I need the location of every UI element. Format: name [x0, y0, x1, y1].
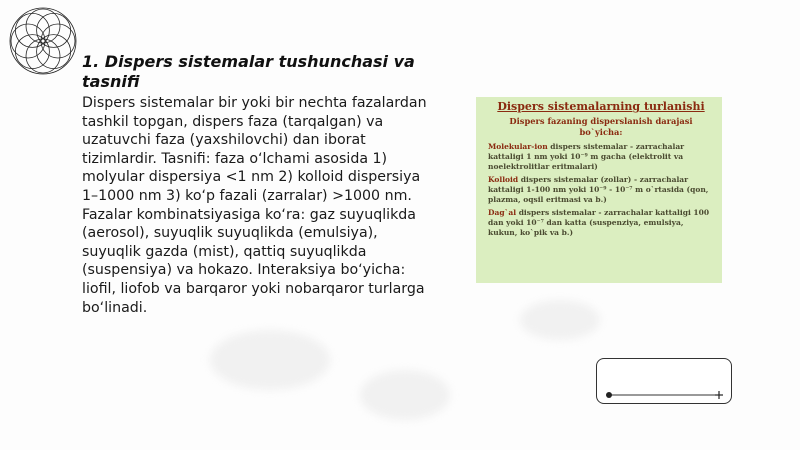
panel-item-text: dispers sistemalar - zarrachalar kattaligi 100 dan yoki 10⁻⁷ dan katta (suspenziya, emulsiya, kukun, ko`pik va b.): [488, 208, 710, 237]
page-title: 1. Dispers sistemalar tushunchasi va tasnifi: [82, 52, 415, 91]
slider-track: [597, 359, 733, 405]
background-blob: [520, 300, 600, 340]
circle-pattern-logo-icon: [6, 4, 80, 78]
panel-item-text: dispers sistemalar (zollar) - zarrachalar kattaligi 1-100 nm yoki 10⁻⁹ - 10⁻⁷ m o`rtasida (qon, plazma, oqsil eritmasi va b.): [488, 175, 709, 204]
dot-icon[interactable]: [606, 392, 612, 398]
plus-icon[interactable]: [715, 391, 723, 399]
panel-item-text: dispers sistemalar - zarrachalar kattaligi 1 nm yoki 10⁻⁹ m gacha (elektrolit va noelektrolitlar eritmalari): [488, 142, 685, 171]
background-blob: [360, 370, 450, 420]
panel-item-term: Dag`al: [488, 208, 517, 217]
panel-subheading: Dispers fazaning disperslanish darajasi bo`yicha:: [509, 116, 693, 137]
panel-item-colloid: [488, 175, 714, 205]
background-blob: [210, 330, 330, 390]
panel-item-term: Molekular-ion: [488, 142, 548, 151]
line-slider-widget[interactable]: [596, 358, 732, 404]
panel-item-coarse: [488, 208, 714, 238]
body-paragraph: Dispers sistemalar bir yoki bir nechta fazalardan tashkil topgan, dispers faza (tarqalgan) va uzatuvchi faza (yaxshilovchi) dan iborat tizimlardir. Tasnifi: faza o‘lchami asosida 1) molyular dispersiya <1 nm 2) kolloid dispersiya 1–1000 nm 3) ko‘p fazali (zarralar) >1000 nm. Fazalar kombinatsiyasiga ko‘ra: gaz suyuqlikda (aerosol), suyuqlik suyuqlikda (emulsiya), suyuqlik gazda (mist), qattiq suyuqlikda (suspensiya) va hokazo. Interaksiya bo‘yicha: liofil, liofob va barqaror yoki nobarqaror turlarga bo‘linadi.: [82, 95, 427, 316]
panel-item-term: Kolloid: [488, 175, 519, 184]
classification-image-panel: [476, 97, 722, 283]
panel-item-molecular: [488, 142, 714, 172]
panel-heading: Dispers sistemalarning turlanishi: [497, 100, 705, 113]
